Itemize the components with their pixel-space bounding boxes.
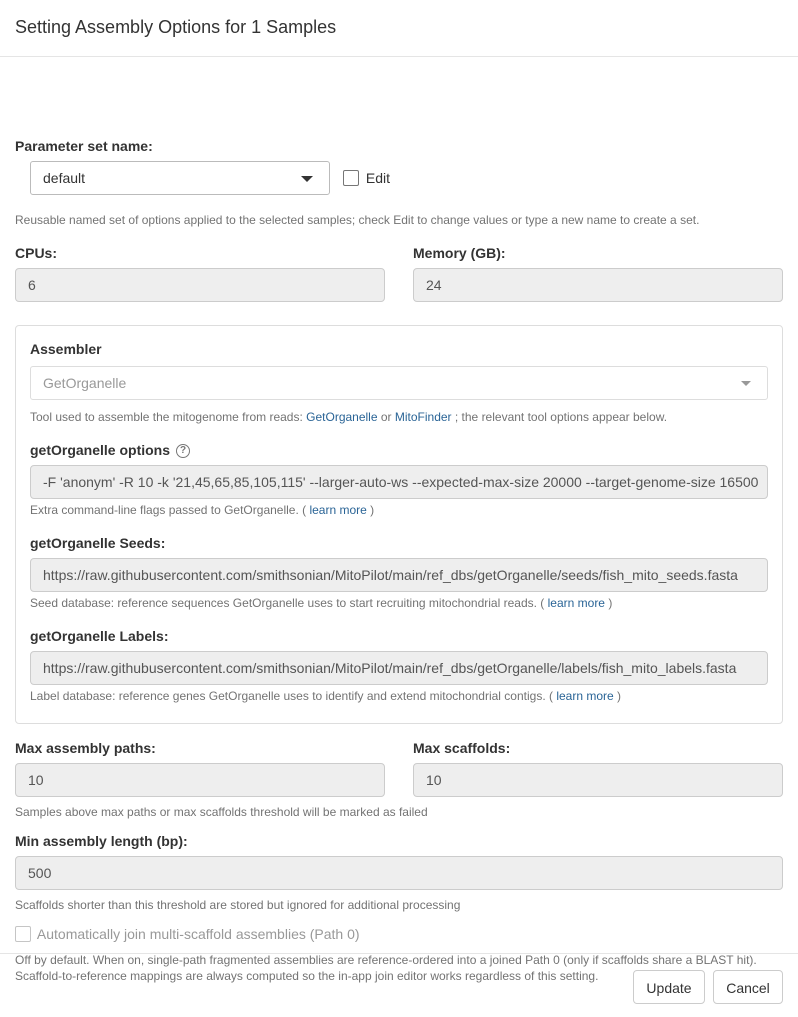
- assembler-label: Assembler: [30, 341, 102, 357]
- assembler-help-or: or: [377, 410, 395, 424]
- question-circle-icon[interactable]: ?: [176, 444, 190, 458]
- cpus-input[interactable]: 6: [15, 268, 385, 302]
- auto-join-checkbox-group: [15, 925, 360, 943]
- help-close-paren: ): [366, 503, 375, 517]
- max-paths-label: Max assembly paths:: [15, 740, 156, 756]
- max-threshold-help: Samples above max paths or max scaffolds threshold will be marked as failed: [15, 805, 428, 819]
- param-set-value: default: [43, 170, 86, 186]
- modal-header: [0, 0, 798, 57]
- getorganelle-seeds-help: [30, 595, 612, 611]
- getorganelle-options-label: getOrganelle options: [30, 442, 171, 458]
- getorganelle-seeds-help-text: Seed database: reference sequences GetOrganelle uses to start recruiting mitochondrial reads. (: [30, 596, 548, 610]
- help-close-paren: ): [604, 596, 613, 610]
- min-length-help: Scaffolds shorter than this threshold are stored but ignored for additional processing: [15, 898, 461, 912]
- getorganelle-options-help: [30, 502, 374, 518]
- cancel-button[interactable]: Cancel: [713, 970, 783, 1004]
- auto-join-checkbox[interactable]: [15, 926, 31, 942]
- min-length-input[interactable]: 500: [15, 856, 783, 890]
- max-scaffolds-label: Max scaffolds:: [413, 740, 511, 756]
- edit-checkbox-group[interactable]: [343, 169, 390, 187]
- getorganelle-options-label-row: [30, 440, 190, 460]
- auto-join-label: Automatically join multi-scaffold assemblies (Path 0): [36, 926, 360, 942]
- learn-more-link[interactable]: learn more: [309, 503, 367, 517]
- modal-body: [0, 57, 798, 983]
- getorganelle-labels-help: [30, 688, 621, 704]
- cpus-label: CPUs:: [15, 245, 58, 261]
- assembler-help-text: Tool used to assemble the mitogenome from reads:: [30, 410, 307, 424]
- auto-join-help-line1: Off by default. When on, single-path fragmented assemblies are reference-ordered into a joined Path 0 (only if scaffolds share a BLAST hit).: [15, 953, 757, 967]
- edit-checkbox[interactable]: [343, 170, 359, 186]
- param-set-select[interactable]: [30, 161, 330, 195]
- modal-footer: [0, 953, 798, 1017]
- auto-join-help-line2: Scaffold-to-reference mappings are always computed so the in-app join editor works regardless of this setting.: [15, 969, 599, 983]
- getorganelle-seeds-input[interactable]: https://raw.githubusercontent.com/smithsonian/MitoPilot/main/ref_dbs/getOrganelle/seeds/fish_mito_seeds.fasta: [30, 558, 768, 592]
- update-button[interactable]: Update: [633, 970, 705, 1004]
- modal-title: Setting Assembly Options for 1 Samples: [15, 17, 337, 37]
- getorganelle-seeds-label: getOrganelle Seeds:: [30, 535, 166, 551]
- getorganelle-link[interactable]: GetOrganelle: [306, 410, 378, 424]
- getorganelle-labels-help-text: Label database: reference genes GetOrganelle uses to identify and extend mitochondrial contigs. (: [30, 689, 557, 703]
- min-length-label: Min assembly length (bp):: [15, 833, 188, 849]
- max-scaffolds-input[interactable]: 10: [413, 763, 783, 797]
- assembler-help: [30, 409, 667, 425]
- memory-label: Memory (GB):: [413, 245, 506, 261]
- memory-input[interactable]: 24: [413, 268, 783, 302]
- edit-label: Edit: [365, 170, 391, 186]
- getorganelle-labels-label: getOrganelle Labels:: [30, 628, 169, 644]
- assembler-panel: [15, 325, 783, 724]
- assembler-help-suffix: ; the relevant tool options appear below.: [451, 410, 668, 424]
- caret-down-icon: [301, 176, 313, 182]
- assembler-select[interactable]: [30, 366, 768, 400]
- param-set-label: Parameter set name:: [15, 138, 153, 154]
- caret-down-icon: [741, 381, 751, 386]
- getorganelle-options-help-text: Extra command-line flags passed to GetOrganelle. (: [30, 503, 310, 517]
- getorganelle-labels-input[interactable]: https://raw.githubusercontent.com/smithsonian/MitoPilot/main/ref_dbs/getOrganelle/labels/fish_mito_labels.fasta: [30, 651, 768, 685]
- param-set-help: Reusable named set of options applied to the selected samples; check Edit to change values or type a new name to create a set.: [15, 213, 700, 227]
- learn-more-link[interactable]: learn more: [556, 689, 614, 703]
- max-paths-input[interactable]: 10: [15, 763, 385, 797]
- mitofinder-link[interactable]: MitoFinder: [394, 410, 452, 424]
- assembler-value: GetOrganelle: [43, 375, 127, 391]
- getorganelle-options-input[interactable]: -F 'anonym' -R 10 -k '21,45,65,85,105,115' --larger-auto-ws --expected-max-size 20000 --target-genome-size 16500: [30, 465, 768, 499]
- learn-more-link[interactable]: learn more: [547, 596, 605, 610]
- help-close-paren: ): [613, 689, 622, 703]
